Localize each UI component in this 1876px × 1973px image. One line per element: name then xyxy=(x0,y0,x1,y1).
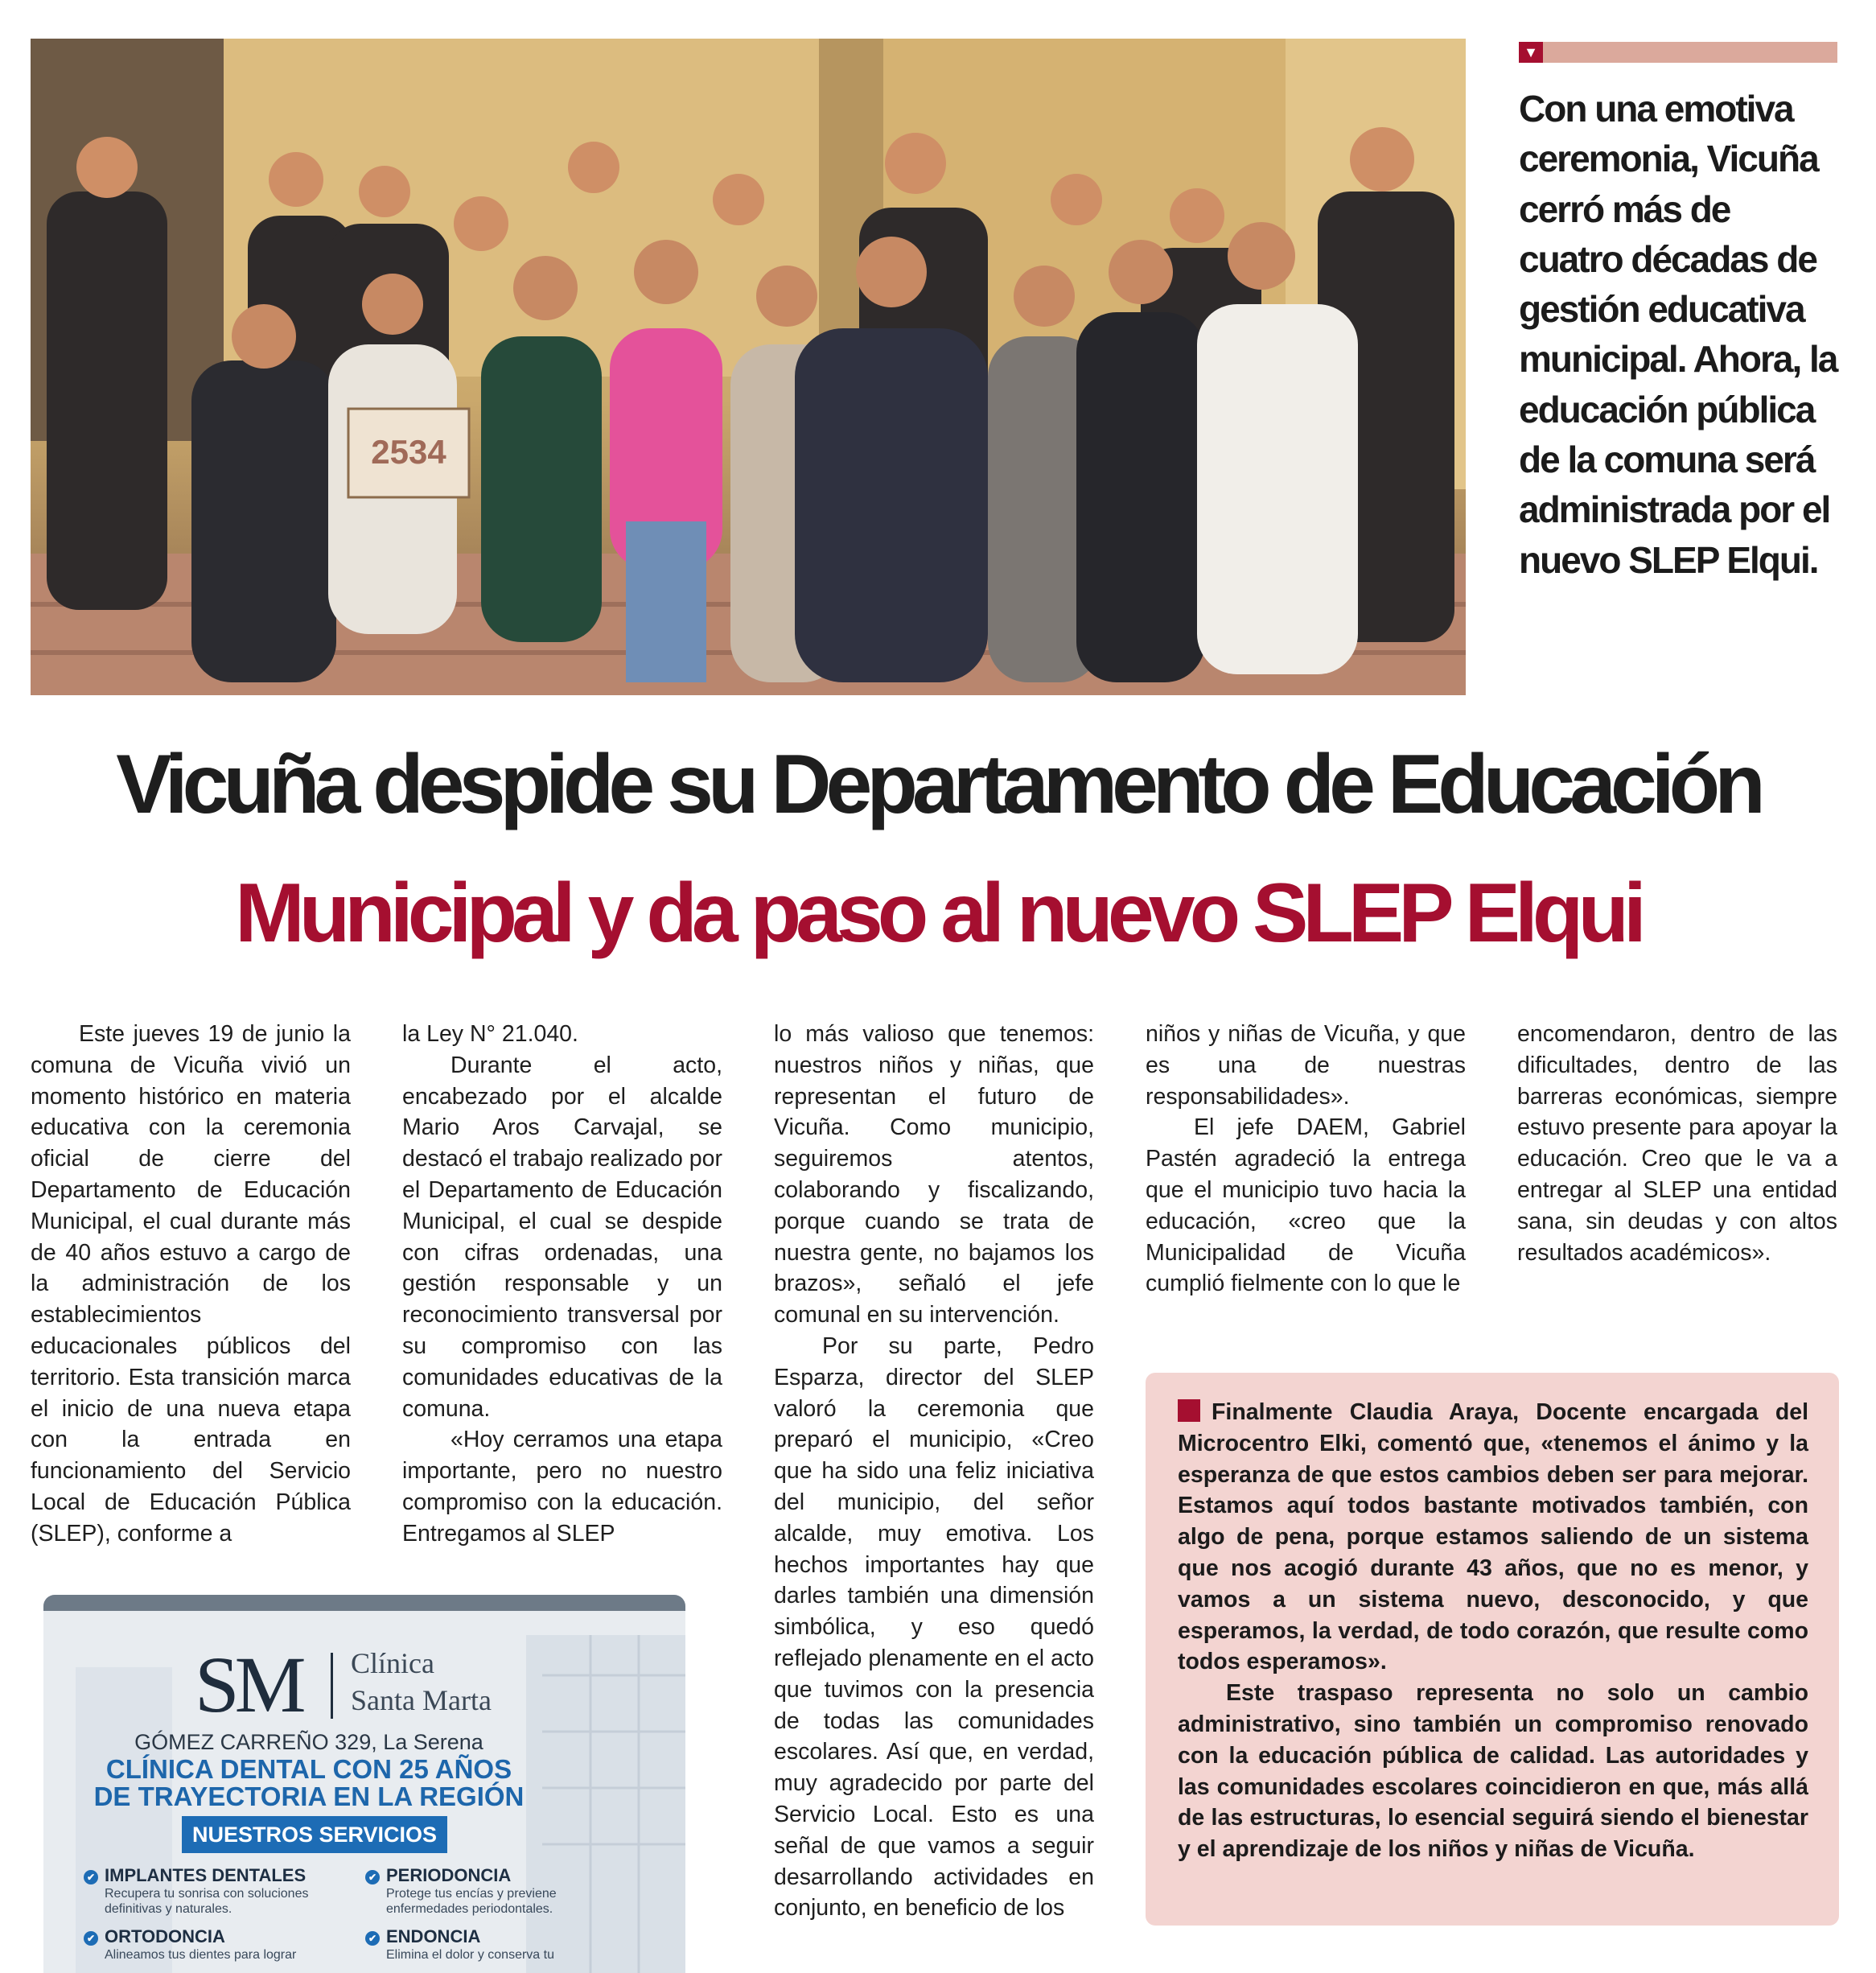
article-column-5 xyxy=(1517,1019,1837,1268)
article-column-4 xyxy=(1146,1019,1466,1300)
article-column-3 xyxy=(774,1019,1094,1924)
article-paragraph: encomendaron, dentro de las dificultades, dentro de las barreras económicas, siempre estuvo presente para apoyar la educación. Creo que le va a entregar al SLEP una entidad sana, sin deudas y con altos resultados académicos». xyxy=(1517,1021,1837,1266)
article-paragraph: Este jueves 19 de junio la comuna de Vicuña vivió un momento histórico en materia educativa con la ceremonia oficial de cierre del Departamento de Educación Municipal, el cual durante más de 40 años estuvo a cargo de la administración de los establecimientos educacionales públicos del territorio. Esta transición marca el inicio de una nueva etapa con la entrada en funcionamiento del Servicio Local de Educación Pública (SLEP), conforme a xyxy=(31,1021,351,1547)
check-icon: ✔ xyxy=(84,1931,98,1946)
clinic-address: GÓMEZ CARREÑO 329, La Serena xyxy=(134,1730,483,1754)
highlight-paragraph xyxy=(1178,1397,1808,1678)
check-icon: ✔ xyxy=(365,1931,380,1946)
article-paragraph: Durante el acto, encabezado por el alcalde Mario Aros Carvajal, se destacó el trabajo realizado por el Departamento de Educación Municipal, el cual se despide con cifras ordenadas, una gestión responsable y un reconocimiento transversal por su compromiso con las comunidades educativas de la comuna. xyxy=(402,1052,722,1422)
service-desc: enfermedades periodontales. xyxy=(386,1902,553,1916)
triangle-down-icon: ▼ xyxy=(1519,42,1543,63)
service-name: PERIODONCIA xyxy=(386,1865,512,1885)
article-paragraph: lo más valioso que tenemos: nuestros niños y niñas, que representan el futuro de Vicuña. Como municipio, seguiremos atentos, colaborando y fiscalizando, porque cuando se trata de nuestra gente, no bajamos los brazos», señaló el jefe comunal en su intervención. xyxy=(774,1021,1094,1328)
service-name: IMPLANTES DENTALES xyxy=(105,1865,306,1885)
article-paragraph: El jefe DAEM, Gabriel Pastén agradeció la entrega que el municipio tuvo hacia la educación, «creo que la Municipalidad de Vicuña cumplió fielmente con lo que le xyxy=(1146,1114,1466,1297)
article-paragraph: Por su parte, Pedro Esparza, director del SLEP valoró la ceremonia que preparó el municipio, «Creo que ha sido una feliz iniciativa del municipio, del señor alcalde, muy emotiva. Los hechos importantes hay que darles también una dimensión simbólica, y eso quedó reflejado plenamente en el acto que tuvimos con la presencia de todas las comunidades escolares. Así que, en verdad, muy agradecido por parte del Servicio Local. Esto es una señal de que vamos a seguir desarrollando actividades en conjunto, en beneficio de los xyxy=(774,1332,1094,1922)
headline-line-2: Municipal y da paso al nuevo SLEP Elqui xyxy=(235,867,1641,960)
clinic-name-line-2: Santa Marta xyxy=(351,1684,492,1716)
logo-divider xyxy=(331,1653,333,1719)
sidebar-summary: Con una emotiva ceremonia, Vicuña cerró más de cuatro décadas de gestión educativa municipal. Ahora, la educación pública de la comuna será administrada por el nuevo SLEP Elqui. xyxy=(1519,88,1837,581)
service-item xyxy=(365,1865,623,1917)
headline-line-1: Vicuña despide su Departamento de Educación xyxy=(116,738,1760,831)
group-photo-illustration xyxy=(31,39,1466,695)
article-paragraph: la Ley N° 21.040. xyxy=(402,1021,578,1047)
clinic-logo: SM xyxy=(195,1640,302,1729)
highlight-paragraph-2: Este traspaso representa no solo un cambio administrativo, sino también un compromiso renovado con la educación pública de calidad. Las autoridades y las comunidades escolares coincidieron en que, más allá de las estructuras, lo esencial seguirá siendo el bienestar y el aprendizaje de los niños y niñas de Vicuña. xyxy=(1178,1680,1808,1863)
clinic-tagline-line-1: CLÍNICA DENTAL CON 25 AÑOS xyxy=(105,1754,512,1784)
article-paragraph: niños y niñas de Vicuña, y que es una de nuestras responsabilidades». xyxy=(1146,1021,1466,1110)
service-desc: definitivas y naturales. xyxy=(105,1902,232,1916)
clinic-advertisement[interactable] xyxy=(43,1595,685,1973)
ad-top-bar xyxy=(43,1595,685,1611)
article-column-2 xyxy=(402,1019,722,1550)
article-paragraph: «Hoy cerramos una etapa importante, pero no nuestro compromiso con la educación. Entregamos al SLEP xyxy=(402,1427,722,1547)
service-item xyxy=(365,1926,623,1963)
service-name: ORTODONCIA xyxy=(105,1926,225,1946)
clinic-tagline-line-2: DE TRAYECTORIA EN LA REGIÓN xyxy=(93,1781,525,1811)
sidebar-accent-bar xyxy=(1519,42,1837,63)
highlight-paragraph-1: Finalmente Claudia Araya, Docente encargada del Microcentro Elki, comentó que, «tenemos el ánimo y la esperanza de que estos cambios deben ser para mejorar. Estamos aquí todos bastante motivados también, con algo de pena, porque estamos saliendo de un sistema que nos acogió durante 43 años, que no es menor, y vamos a un sistema nuevo, desconocido, y que esperamos, la verdad, de todo corazón, que resulte como todos esperamos». xyxy=(1178,1399,1808,1675)
clinic-tagline xyxy=(43,1756,574,1810)
service-desc: Alineamos tus dientes para lograr xyxy=(105,1948,297,1962)
group-photo xyxy=(31,39,1466,695)
service-desc: Elimina el dolor y conserva tu xyxy=(386,1948,554,1962)
service-item xyxy=(84,1926,341,1963)
services-button[interactable]: NUESTROS SERVICIOS xyxy=(182,1816,447,1853)
service-desc: Protege tus encías y previene xyxy=(386,1887,557,1901)
service-desc: Recupera tu sonrisa con soluciones xyxy=(105,1887,309,1901)
check-icon: ✔ xyxy=(84,1870,98,1884)
sign-number: 2534 xyxy=(371,433,446,471)
square-bullet-icon xyxy=(1178,1399,1200,1422)
clinic-name xyxy=(351,1645,608,1719)
highlight-box-text xyxy=(1178,1397,1808,1865)
article-column-1 xyxy=(31,1019,351,1550)
service-name: ENDONCIA xyxy=(386,1926,481,1946)
check-icon: ✔ xyxy=(365,1870,380,1884)
clinic-name-line-1: Clínica xyxy=(351,1647,434,1679)
service-item xyxy=(84,1865,341,1917)
